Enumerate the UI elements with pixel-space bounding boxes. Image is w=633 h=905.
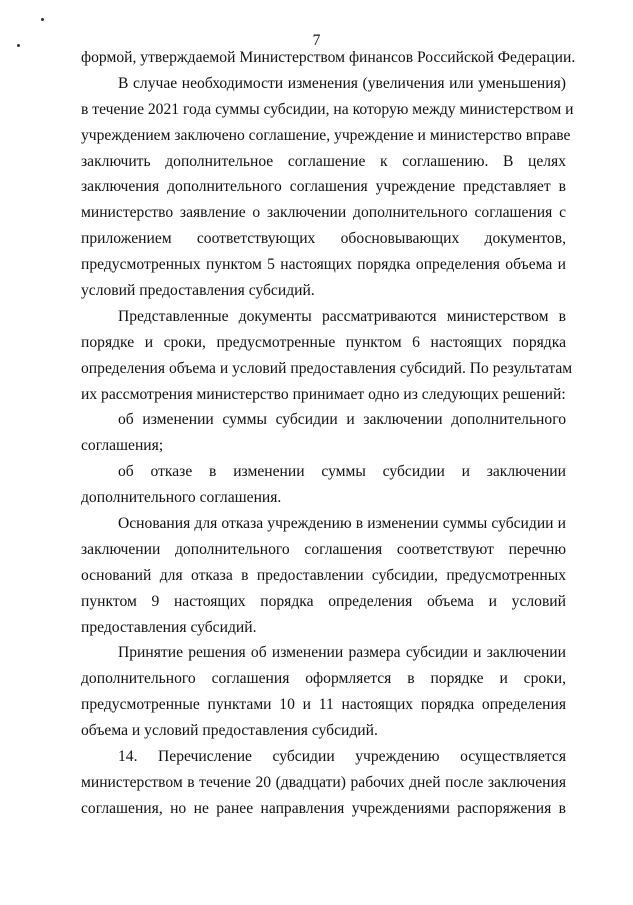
- text-line: дополнительного соглашения оформляется в порядке и сроки,: [81, 670, 566, 688]
- text-line: об изменении суммы субсидии и заключении дополнительного: [118, 411, 566, 429]
- text-line: соглашения;: [81, 437, 164, 455]
- text-line: определения объема и условий предоставления субсидий. По результатам: [81, 359, 573, 377]
- text-line: порядке и сроки, предусмотренные пунктом 6 настоящих порядка: [81, 333, 566, 351]
- text-line: Основания для отказа учреждению в изменении суммы субсидии и: [118, 515, 566, 533]
- text-line: предоставления субсидий.: [81, 618, 257, 636]
- text-line: Принятие решения об изменении размера субсидии и заключении: [118, 644, 566, 662]
- text-line: пунктом 9 настоящих порядка определения объема и условий: [81, 592, 566, 610]
- text-line: оснований для отказа в предоставлении субсидии, предусмотренных: [81, 566, 566, 584]
- text-line: условий предоставления субсидий.: [81, 282, 315, 300]
- document-body: [81, 45, 576, 822]
- text-line: 14. Перечисление субсидии учреждению осуществляется: [118, 748, 566, 766]
- text-line: предусмотренные пунктами 10 и 11 настоящих порядка определения: [81, 696, 566, 714]
- text-line: в течение 2021 года суммы субсидии, на которую между министерством и: [81, 100, 574, 118]
- text-line: дополнительного соглашения.: [81, 489, 282, 507]
- text-line: В случае необходимости изменения (увеличения или уменьшения): [118, 74, 566, 92]
- scan-speck: [41, 18, 44, 21]
- text-line: Представленные документы рассматриваются министерством в: [118, 307, 566, 325]
- page-number: 7: [312, 32, 321, 49]
- text-line: объема и условий предоставления субсидий.: [81, 722, 378, 740]
- text-line: об отказе в изменении суммы субсидии и заключении: [118, 463, 566, 481]
- text-line: министерством в течение 20 (двадцати) рабочих дней после заключения: [81, 773, 566, 791]
- text-line: заключения дополнительного соглашения учреждение представляет в: [81, 178, 566, 196]
- text-line: приложением соответствующих обосновывающих документов,: [81, 230, 566, 248]
- text-line: их рассмотрения министерство принимает одно из следующих решений:: [81, 385, 566, 403]
- text-line: учреждением заключено соглашение, учреждение и министерство вправе: [81, 126, 571, 144]
- text-line: формой, утверждаемой Министерством финансов Российской Федерации.: [81, 49, 576, 66]
- text-line: предусмотренных пунктом 5 настоящих порядка определения объема и: [81, 256, 566, 274]
- text-line: соглашения, но не ранее направления учреждениями распоряжения в: [81, 799, 566, 817]
- text-line: заключить дополнительное соглашение к соглашению. В целях: [81, 152, 566, 170]
- text-line: заключении дополнительного соглашения соответствуют перечню: [81, 540, 566, 558]
- text-line: министерство заявление о заключении дополнительного соглашения с: [81, 204, 566, 222]
